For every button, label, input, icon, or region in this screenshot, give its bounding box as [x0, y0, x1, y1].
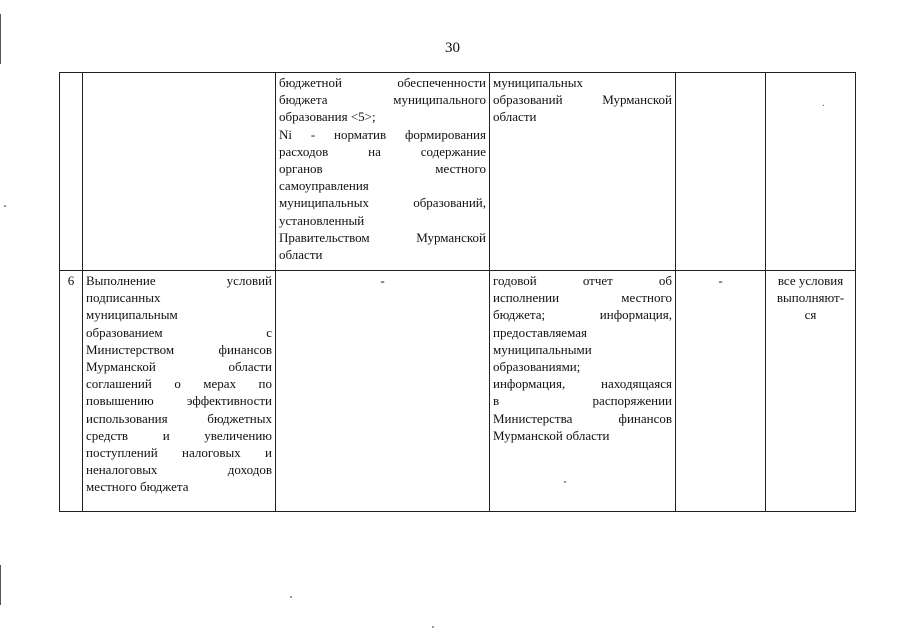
scan-speck	[432, 626, 434, 628]
text-line: муниципальным	[86, 307, 178, 323]
text-line: бюджета; информация,	[493, 307, 672, 323]
text-line: все условия	[777, 273, 844, 288]
text-line: Министерством финансов	[86, 341, 272, 357]
text-line: расходов на содержание	[279, 143, 486, 159]
row-number-cell: 6	[60, 271, 83, 512]
text-line: муниципальными	[493, 341, 592, 357]
scan-edge-mark	[0, 565, 1, 605]
value-cell	[676, 73, 766, 271]
text-line: Мурманской области	[86, 359, 272, 375]
source-cell	[490, 271, 676, 512]
text-line: Выполнение условий	[86, 273, 272, 288]
page-number: 30	[445, 40, 460, 56]
text-line: информация, находящаяся	[493, 376, 672, 392]
text-line: Ni - норматив формирования	[279, 126, 486, 142]
formula-cell: -	[276, 271, 490, 512]
result-cell	[766, 73, 856, 271]
text-line: области	[279, 247, 323, 263]
text-line: самоуправления	[279, 178, 369, 194]
source-cell	[490, 73, 676, 271]
criterion-cell	[83, 73, 276, 271]
text-line: Министерства финансов	[493, 410, 672, 426]
text-line: Правительством Мурманской	[279, 229, 486, 245]
text-line: образований Мурманской	[493, 92, 672, 108]
text-line: установленный	[279, 212, 365, 228]
table-row	[60, 73, 856, 271]
result-cell	[766, 271, 856, 512]
text-line: Мурманской области	[493, 427, 610, 443]
criterion-cell	[83, 271, 276, 512]
text-line: выполняют-	[776, 290, 845, 306]
text-line: образованием с	[86, 324, 272, 340]
text-line: годовой отчет об	[493, 273, 672, 288]
text-mark: .	[822, 97, 825, 109]
text-line: муниципальных	[493, 75, 584, 90]
text-line: подписанных	[86, 290, 161, 306]
text-line: неналоговых доходов	[86, 462, 272, 478]
text-line: области	[493, 109, 537, 125]
scan-speck	[564, 481, 566, 483]
text-line: средств и увеличению	[86, 427, 272, 443]
scan-speck	[290, 596, 292, 598]
text-line: ся	[804, 307, 817, 323]
text-line: муниципальных образований,	[279, 195, 486, 211]
text-line: образования <5>;	[279, 109, 376, 125]
formula-cell	[276, 73, 490, 271]
text-line: бюджета муниципального	[279, 92, 486, 108]
criteria-table	[59, 72, 856, 512]
value-cell: -	[676, 271, 766, 512]
scan-edge-mark	[0, 14, 1, 64]
text-line: органов местного	[279, 161, 486, 177]
text-line: бюджетной обеспеченности	[279, 75, 486, 90]
text-line: использования бюджетных	[86, 410, 272, 426]
scan-speck	[4, 205, 6, 207]
row-number-cell	[60, 73, 83, 271]
text-line: исполнении местного	[493, 290, 672, 306]
text-line: местного бюджета	[86, 479, 189, 495]
table-row	[60, 271, 856, 512]
text-line: соглашений о мерах по	[86, 376, 272, 392]
text-line: образованиями;	[493, 359, 581, 375]
text-line: предоставляемая	[493, 324, 587, 340]
text-line: в распоряжении	[493, 393, 672, 409]
text-line: поступлений налоговых и	[86, 445, 272, 461]
text-line: повышению эффективности	[86, 393, 272, 409]
